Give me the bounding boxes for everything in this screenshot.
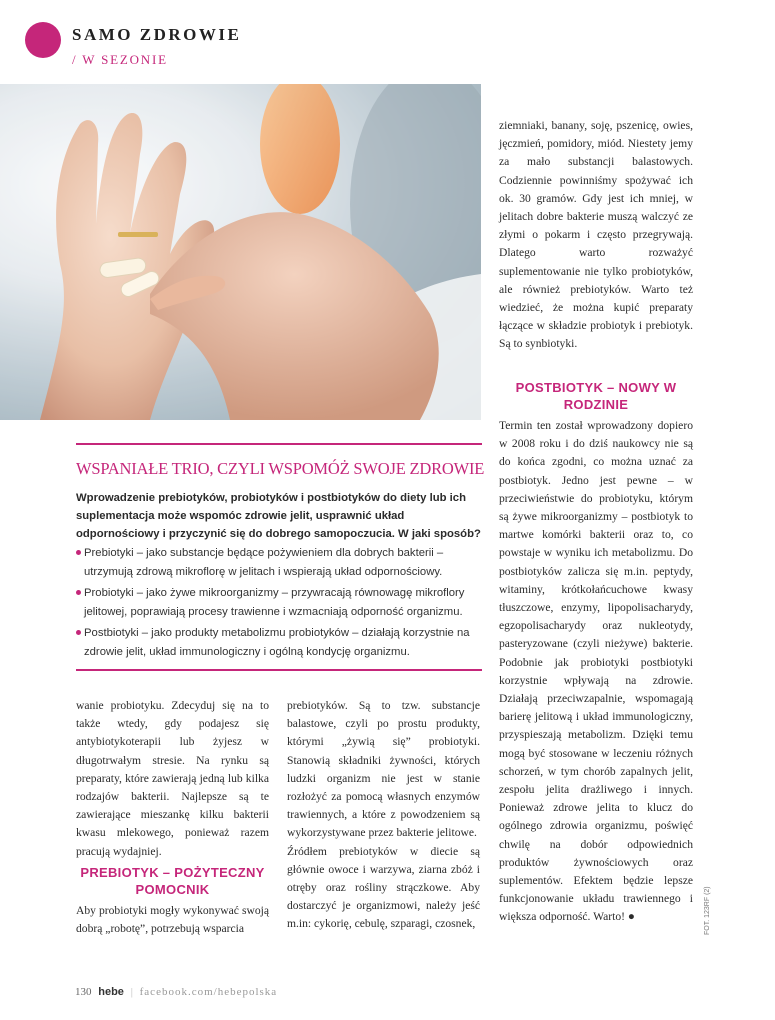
article-paragraph: Termin ten został wprowadzony dopiero w 2008 roku i do dziś naukowcy nie są do końca zgodni, co można uznać za postbiotyk. Jedno jest pewne – w przeciwieństwie do probiotyku, którym są żywe mikroorganizmy – postbiotyk to martwe komórki bakterii oraz to, co powstaje w wyniku ich metabolizmu. Do postbiotyków zalicza się m.in. peptydy, witaminy, krótkołańcuchowe kwasy tłuszczowe, enzymy, lipopolisacharydy, egzopolisacharydy oraz nukleotydy, pasteryzowane (czyli nieżywe) bakterie. Podobnie jak probiotyki postbiotyki korzystnie wpływają na zdrowie. Działają przeciwzapalnie, wspomagają barierę jelitową i układ immunologiczny, przyspieszają metabolizm. Dzięki temu mogą być stosowane w leczeniu różnych schorzeń, w tym chorób zapalnych jelit, zespołu jelita drażliwego i innych. Ponieważ zdrowe jelita to klucz do ogólnego zdrowia organizmu, poświęć chwilę na dobór odpowiednich produktów żywnościowych oraz suplementów. Efektem będzie lepsze funkcjonowanie układu trawiennego i większa odporność. Warto! ● — [499, 419, 693, 924]
article-column-right-top — [499, 117, 693, 354]
list-item: Prebiotyki – jako substancje będące pożywieniem dla dobrych bakterii – utrzymują zdrową mikroflorę w jelitach i wspierają układ odpornościowy. — [76, 544, 482, 581]
subhead-postbiotyk: POSTBIOTYK – NOWY W RODZINIE — [515, 380, 677, 412]
section-label: / W SEZONIE — [72, 52, 168, 67]
box-list — [76, 544, 482, 664]
page-number: 130 — [75, 986, 92, 998]
box-title: WSPANIAŁE TRIO, CZYLI WSPOMÓŻ SWOJE ZDROWIE — [76, 459, 485, 478]
article-column-middle — [287, 697, 480, 934]
page-kicker: SAMO ZDROWIE — [72, 25, 242, 44]
list-item: Postbiotyki – jako produkty metabolizmu probiotyków – działają korzystnie na zdrowie jelit, układ immunologiczny i ogólną kondycję organizmu. — [76, 624, 482, 661]
article-paragraph: Źródłem prebiotyków w diecie są głównie owoce i warzywa, ziarna zbóż i otręby oraz rośliny strączkowe. Aby dostarczyć je organizmowi, należy jeść m.in: cykorię, cebulę, szparagi, czosnek, — [287, 844, 480, 931]
photo-credit: FOT. 123RF (2) — [704, 886, 711, 935]
box-lead: Wprowadzenie prebiotyków, probiotyków i postbiotyków do diety lub ich suplementacja może wspomóc zdrowie jelit, usprawnić układ odpornościowy i przyczynić się do dobrego samopoczucia. W jaki sposób? — [76, 492, 481, 540]
page-footer — [75, 986, 277, 998]
article-paragraph: wanie probiotyku. Zdecyduj się na to także wtedy, gdy podajesz się antybiotykoterapii lub żyjesz w długotrwałym stresie. Na rynku są preparaty, które zawierają jedną lub kilka rodzajów bakterii. Najlepsze są te zawierające mieszankę kilku bakterii kwasu mlekowego, ponieważ razem pracują wydajniej. — [76, 699, 269, 858]
article-paragraph: Aby probiotyki mogły wykonywać swoją dobrą „robotę”, potrzebują wsparcia — [76, 904, 269, 936]
article-paragraph: ziemniaki, banany, soję, pszenicę, owies, jęczmień, pomidory, miód. Niestety jemy za mało substancji balastowych. Codziennie powinniśmy spożywać ich ok. 30 gramów. Gdy jest ich mniej, w jelitach dobre bakterie muszą walczyć ze złymi o pokarm i często przegrywają. Dlatego warto rozważyć suplementowanie nie tylko probiotyków, ale również prebiotyków. Warto też wiedzieć, że można kupić preparaty łączące w składzie probiotyk i prebiotyk. Są to synbiotyki. — [499, 119, 693, 351]
hands-capsules-illustration — [0, 84, 481, 420]
box-bottom-rule — [76, 669, 482, 671]
subhead-prebiotyk: PREBIOTYK – POŻYTECZNY POMOCNIK — [80, 865, 265, 897]
trio-info-box — [76, 443, 485, 671]
article-paragraph: prebiotyków. Są to tzw. substancje balastowe, czyli po prostu produkty, którymi „żywią się” probiotyki. Stanowią składniki żywności, których ludzki organizm nie jest w stanie rozłożyć za pomocą własnych enzymów trawiennych, a które z powodzeniem są wykorzystywane przez bakterie jelitowe. — [287, 699, 480, 840]
section-dot-icon — [25, 22, 61, 58]
article-column-right-bottom — [499, 417, 693, 927]
hands-capsules-photo — [0, 84, 481, 420]
footer-separator: | — [130, 986, 133, 998]
facebook-link[interactable]: facebook.com/hebepolska — [139, 986, 278, 998]
article-column-left-bottom — [76, 902, 269, 938]
box-top-rule — [76, 443, 482, 445]
article-column-left — [76, 697, 269, 861]
list-item: Probiotyki – jako żywe mikroorganizmy – przywracają równowagę mikroflory jelitowej, poprawiają procesy trawienne i wzmacniają odporność organizmu. — [76, 584, 482, 621]
brand-logo: hebe — [98, 986, 124, 998]
